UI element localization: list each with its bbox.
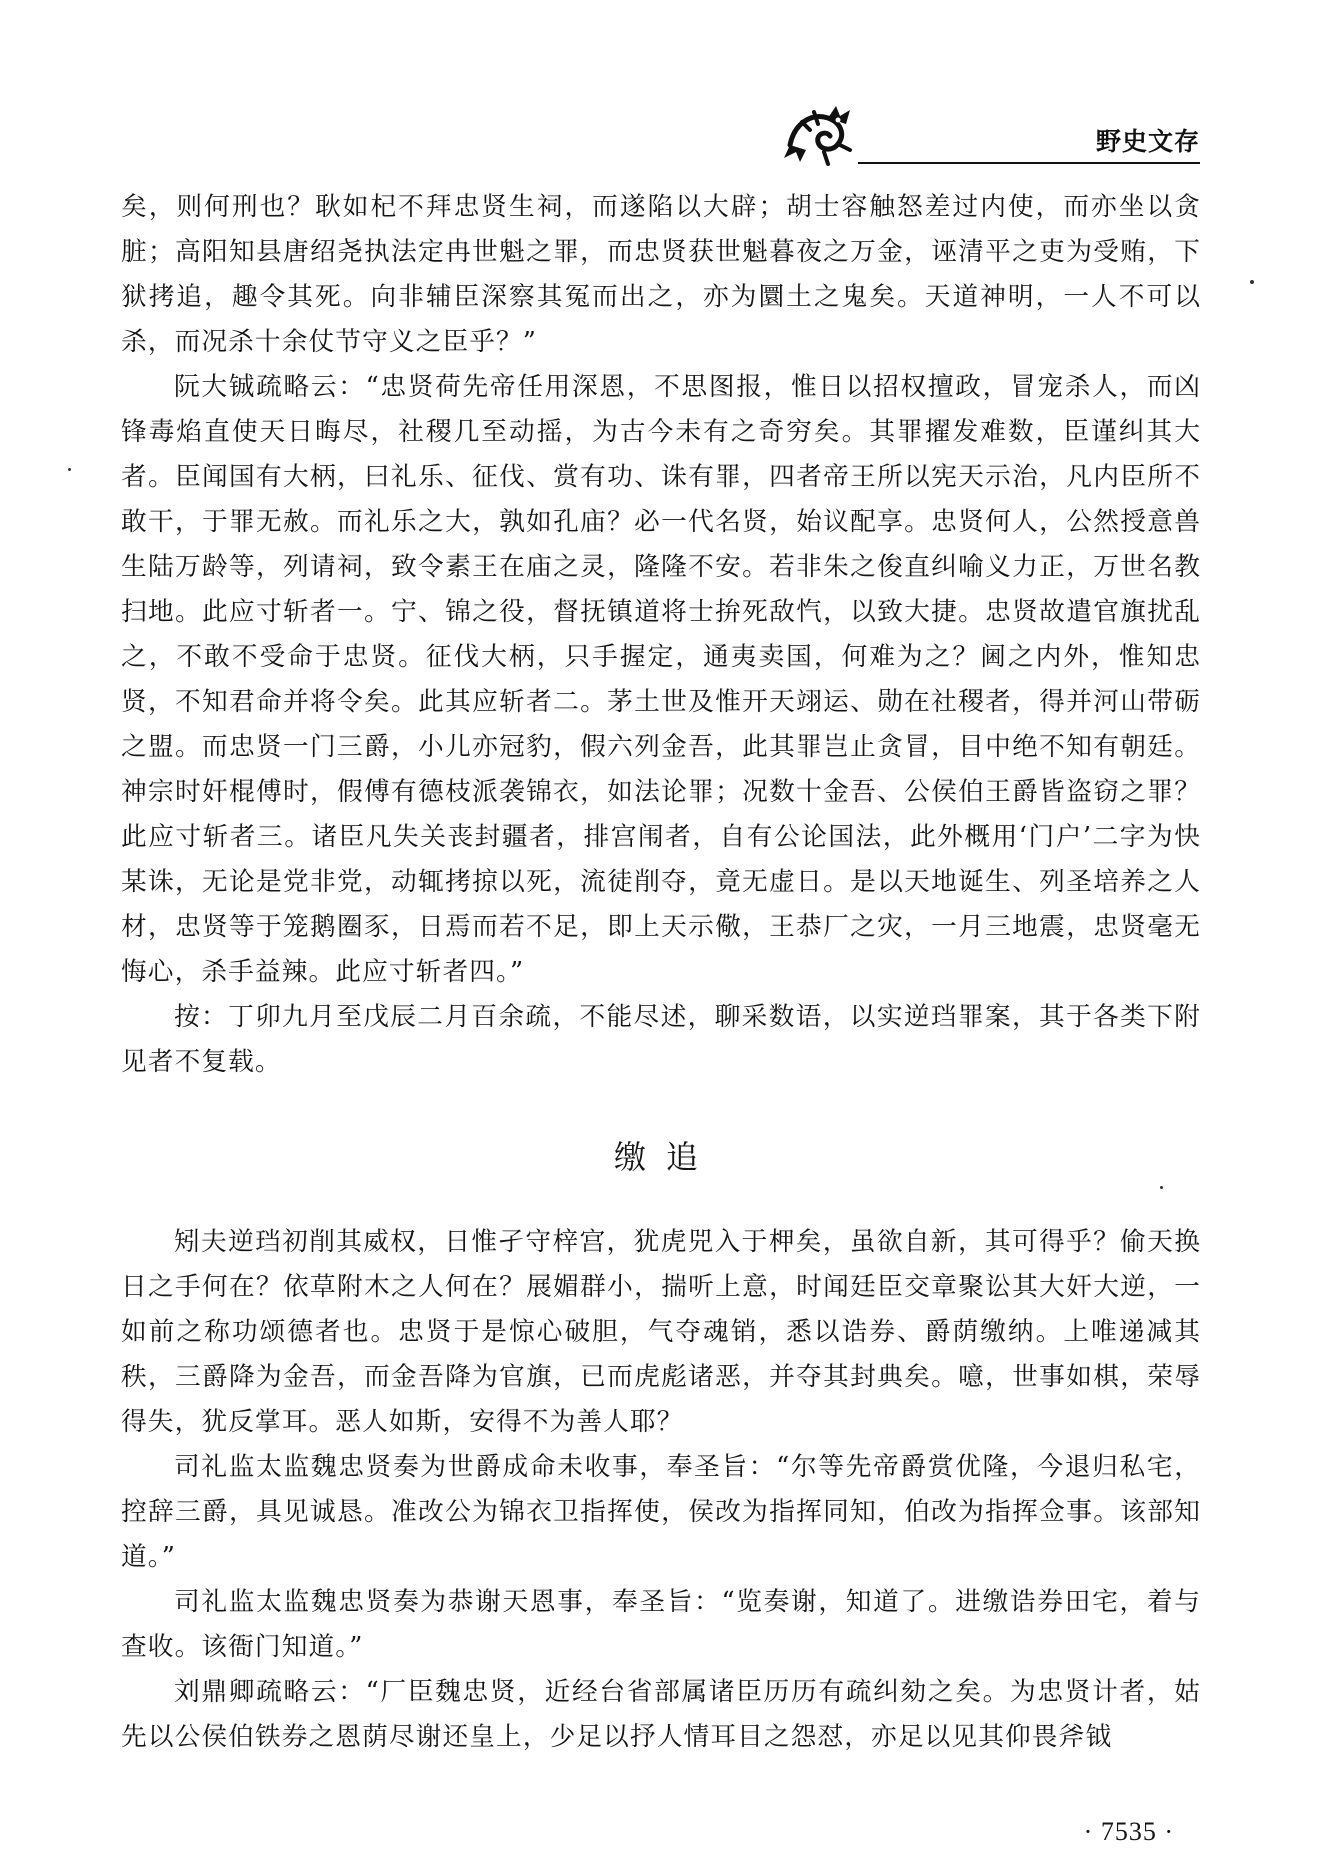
running-header <box>780 100 1200 170</box>
scan-speck <box>1250 280 1254 284</box>
book-title: 野史文存 <box>1095 127 1200 156</box>
paragraph: 刘鼎卿疏略云：“厂臣魏忠贤，近经台省部属诸臣历历有疏纠劾之矣。为忠贤计者，姑先以公侯伯铁券之恩荫尽谢还皇上，少足以抒人情耳目之怨怼，亦足以见其仰畏斧钺 <box>121 1677 1201 1752</box>
scan-speck <box>1160 1186 1163 1189</box>
paragraph: 司礼监太监魏忠贤奏为世爵成命未收事，奉圣旨：“尔等先帝爵赏优隆，今退归私宅，控辞三爵，具见诚恳。准改公为锦衣卫指挥使，侯改为指挥同知，伯改为指挥佥事。该部知道。” <box>121 1452 1201 1572</box>
dragon-emblem-icon <box>780 100 860 170</box>
section-heading: 缴追 <box>613 1138 718 1176</box>
paragraph: 矧夫逆珰初削其威权，日惟孑守梓宫，犹虎兕入于柙矣，虽欲自新，其可得乎？偷天换日之手何在？依草附木之人何在？展媚群小，揣听上意，时闻廷臣交章聚讼其大奸大逆，一如前之称功颂德者也。忠贤于是惊心破胆，气夺魂销，悉以诰券、爵荫缴纳。上唯递减其秩，三爵降为金吾，而金吾降为官旗，已而虎彪诸恶，并夺其封典矣。噫，世事如棋，荣辱得失，犹反掌耳。恶人如斯，安得不为善人耶？ <box>121 1227 1201 1437</box>
paragraph: 按：丁卯九月至戊辰二月百余疏，不能尽述，聊采数语，以实逆珰罪案，其于各类下附见者不复载。 <box>121 1002 1201 1077</box>
paragraph: 阮大铖疏略云：“忠贤荷先帝任用深恩，不思图报，惟日以招权擅政，冒宠杀人，而凶锋毒焰直使天日晦尽，社稷几至动摇，为古今未有之奇穷矣。其罪擢发难数，臣谨纠其大者。臣闻国有大柄，曰礼乐、征伐、赏有功、诛有罪，四者帝王所以宪天示治，凡内臣所不敢干，于罪无赦。而礼乐之大，孰如孔庙？必一代名贤，始议配享。忠贤何人，公然授意兽生陆万龄等，列请祠，致令素王在庙之灵，隆隆不安。若非朱之俊直纠喻义力正，万世名教扫地。此应寸斩者一。宁、锦之役，督抚镇道将士拚死敌忾，以致大捷。忠贤故遣官旗扰乱之，不敢不受命于忠贤。征伐大柄，只手握定，通夷卖国，何难为之？阃之内外，惟知忠贤，不知君命并将令矣。此其应斩者二。茅土世及惟开天翊运、勋在社稷者，得并河山带砺之盟。而忠贤一门三爵，小儿亦冠豹，假六列金吾，此其罪岂止贪冒，目中绝不知有朝廷。神宗时奸棍傅时，假傅有德枝派袭锦衣，如法论罪；况数十金吾、公侯伯王爵皆盗窃之罪？此应寸斩者三。诸臣凡失关丧封疆者，排宫闱者，自有公论国法，此外概用‘门户’二字为快某诛，无论是党非党，动辄拷掠以死，流徒削夺，竟无虚日。是以天地诞生、列圣培养之人材，忠贤等于笼鹅圈豕，日焉而若不足，即上天示儆，王恭厂之灾，一月三地震，忠贤毫无悔心，杀手益辣。此应寸斩者四。” <box>121 372 1201 987</box>
paragraph: 司礼监太监魏忠贤奏为恭谢天恩事，奉圣旨：“览奏谢，知道了。进缴诰券田宅，着与查收。该衙门知道。” <box>121 1587 1201 1662</box>
header-rule <box>858 162 1200 164</box>
body-text <box>121 185 1201 1760</box>
paragraph: 矣，则何刑也？耿如杞不拜忠贤生祠，而遂陷以大辟；胡士容触怒差过内使，而亦坐以贪脏；高阳知县唐绍尧执法定冉世魁之罪，而忠贤获世魁暮夜之万金，诬清平之吏为受贿，下狱拷追，趣令其死。向非辅臣深察其冤而出之，亦为圜土之鬼矣。天道神明，一人不可以杀，而况杀十余仗节守义之臣乎？” <box>121 192 1201 357</box>
page-number: · 7535 · <box>1083 1817 1174 1846</box>
scan-speck <box>68 468 71 471</box>
